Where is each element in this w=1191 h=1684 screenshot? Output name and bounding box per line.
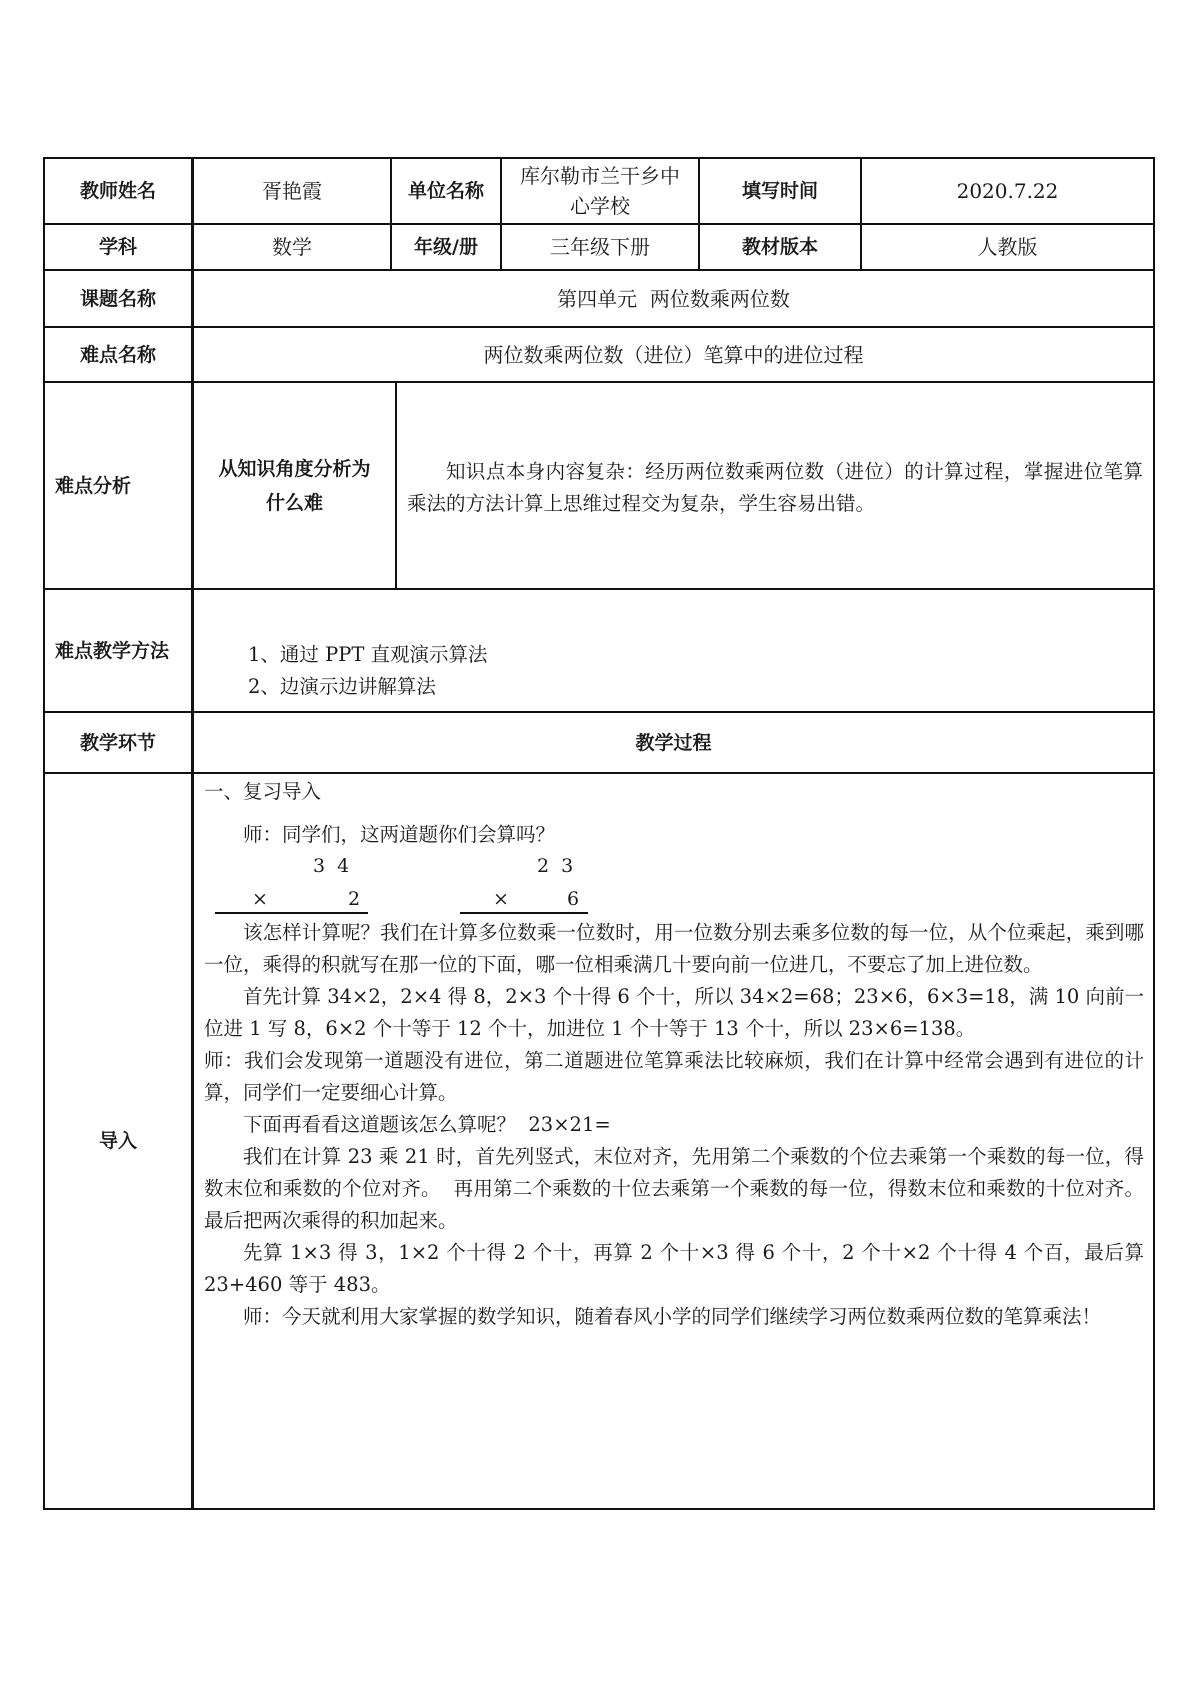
unit-label: 单位名称 [407,180,484,202]
topic-label: 课题名称 [79,287,156,310]
difficulty-value: 两位数乘两位数（进位）笔算中的进位过程 [483,342,864,367]
intro-paragraph-4: 师：我们会发现第一道题没有进位，第二道题进位笔算乘法比较麻烦，我们在计算中经常会遇到有进位的计算，同学们一定要细心计算。 [204,1049,1144,1104]
unit-line-2: 心学校 [570,194,630,218]
subject-label: 学科 [98,236,137,258]
calc1-top: 3 4 [313,855,350,877]
calc2-underline [460,912,588,914]
intro-paragraph-7: 先算 1×3 得 3，1×2 个十得 2 个十，再算 2 个十×3 得 6 个十，2 个十×2 个十得 4 个百，最后算 23+460 等于 483。 [204,1241,1144,1296]
analysis-paragraph: 知识点本身内容复杂：经历两位数乘两位数（进位）的计算过程，掌握进位笔算乘法的方法计算上思维过程交为复杂，学生容易出错。 [407,460,1143,515]
difficulty-label: 难点名称 [79,343,156,366]
intro-paragraph-3: 首先计算 34×2，2×4 得 8，2×3 个十得 6 个十，所以 34×2=68；23×6，6×3=18，满 10 向前一位进 1 写 8，6×2 个十等于 12 个十，加进位 1 个十等于 13 个十，所以 23×6=138。 [204,985,1144,1040]
method-item-1: 1、通过 PPT 直观演示算法 [248,643,488,666]
intro-paragraph-6: 我们在计算 23 乘 21 时，首先列竖式，末位对齐，先用第二个乘数的个位去乘第一个乘数的每一位，得数末位和乘数的个位对齐。 再用第二个乘数的十位去乘第一个乘数的每一位，得数末位和乘数的十位对齐。最后把两次乘得的积加起来。 [204,1145,1144,1232]
method-item-2: 2、边演示边讲解算法 [248,675,436,698]
teacher-label: 教师姓名 [79,180,156,202]
analysis-label: 难点分析 [55,474,132,497]
edition-label: 教材版本 [741,236,818,258]
analysis-sub-label [194,383,395,588]
process-header-label: 教学环节 [79,731,156,754]
grade-value: 三年级下册 [550,235,650,259]
calc2-top: 2 3 [537,855,574,877]
intro-paragraph-2: 该怎样计算呢？我们在计算多位数乘一位数时，用一位数分别去乘多位数的每一位，从个位乘起，乘到哪一位，乘得的积就写在那一位的下面，哪一位相乘满几十要向前一位进几，不要忘了加上进位数。 [204,921,1144,976]
unit-value [502,159,698,223]
analysis-sub-label-line-1: 从知识角度分析为 [218,457,371,480]
intro-question: 师：同学们，这两道题你们会算吗？ [243,823,556,846]
date-label: 填写时间 [741,180,818,202]
teacher-value: 胥艳霞 [262,179,322,203]
grade-label: 年级/册 [414,236,478,258]
intro-label: 导入 [98,1130,137,1152]
calc1-sign: × [252,888,268,910]
intro-body [204,917,1144,1333]
intro-paragraph-5: 下面再看看这道题该怎么算呢？ 23×21= [243,1113,611,1136]
topic-value: 第四单元 两位数乘两位数 [557,286,790,311]
edition-value: 人教版 [977,235,1038,259]
intro-paragraph-8: 师：今天就利用大家掌握的数学知识，随着春风小学的同学们继续学习两位数乘两位数的笔算乘法！ [243,1305,1102,1328]
intro-heading: 一、复习导入 [204,780,322,803]
analysis-text [407,456,1143,520]
calc2-sign: × [493,888,509,910]
method-list [248,639,1048,703]
subject-value: 数学 [272,235,312,259]
process-header-value: 教学过程 [635,731,712,754]
method-label: 难点教学方法 [55,639,170,662]
calc1-bottom: 2 [348,888,361,910]
date-value: 2020.7.22 [956,179,1059,203]
calc1-underline [215,912,368,914]
calc2-bottom: 6 [567,888,580,910]
unit-line-1: 库尔勒市兰干乡中 [520,164,680,188]
analysis-sub-label-line-2: 什么难 [265,491,323,514]
